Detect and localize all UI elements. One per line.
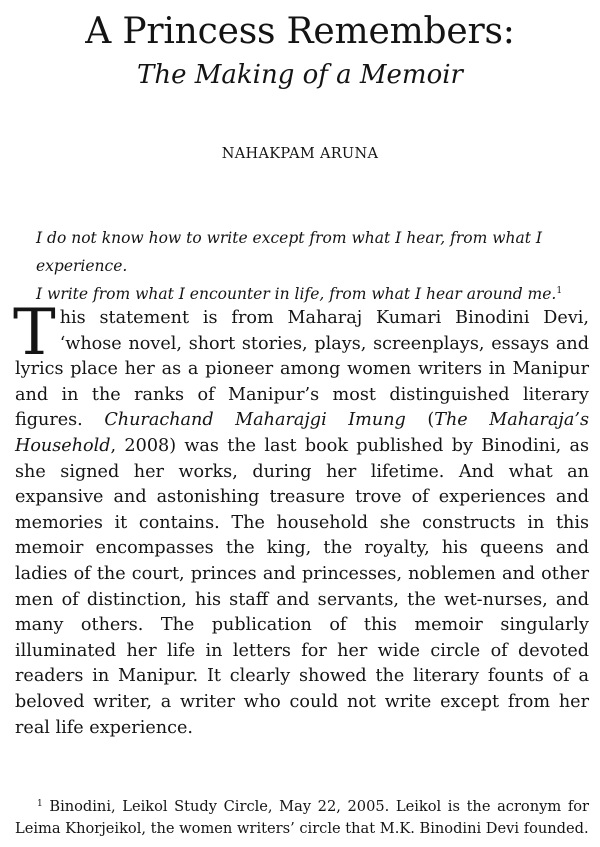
footnote-text: Binodini, Leikol Study Circle, May 22, 2005. Leikol is the acronym for Leima Khorjeikol, the women writers’ circle that M.K. Binodini Devi founded. [15, 798, 589, 837]
footnote-reference: 1 [556, 286, 563, 296]
paragraph [13, 296, 589, 741]
book-title: Churachand Maharajgi Imung [104, 410, 406, 431]
chapter-title: A Princess Remembers: [85, 11, 515, 52]
footnote-paragraph [15, 796, 589, 840]
epigraph-line-1: I do not know how to write except from what I hear, from what I experience. [36, 229, 543, 275]
epigraph [36, 224, 576, 308]
paragraph-text-2: , 2008) was the last book published by Binodini, as she signed her works, during her lifetime. And what an expansive and astonishing treasure trove of experiences and memories it contains. The household she constructs in this memoir encompasses the king, the royalty, his queens and ladies of the court, princes and princesses, noblemen and other men of distinction, his staff and servants, the wet-nurses, and many others. The publication of this memoir singularly illuminated her life in letters for her wide circle of devoted readers in Manipur. It clearly showed the literary founts of a beloved writer, a writer who could not write except from her real life experience. [15, 435, 589, 738]
body-text [13, 296, 589, 741]
footnote [15, 796, 589, 840]
epigraph-line-2 [36, 280, 576, 308]
paragraph-text-1: his statement is from Maharaj Kumari Binodini Devi, ‘whose novel, short stories, plays, screenplays, essays and lyrics place her as a pioneer among women writers in Manipur and in the ranks of Manipur’s most distinguished literary figures. [15, 308, 589, 431]
author-name: NAHAKPAM ARUNA [221, 146, 379, 162]
epigraph-line-2-text: I write from what I encounter in life, from what I hear around me. [36, 285, 557, 303]
drop-cap: T [13, 296, 56, 370]
paren-open: ( [405, 410, 435, 431]
footnote-mark: 1 [37, 799, 43, 809]
book-translation: The Maharaja’s Household [15, 410, 589, 456]
chapter-subtitle: The Making of a Memoir [137, 60, 463, 90]
